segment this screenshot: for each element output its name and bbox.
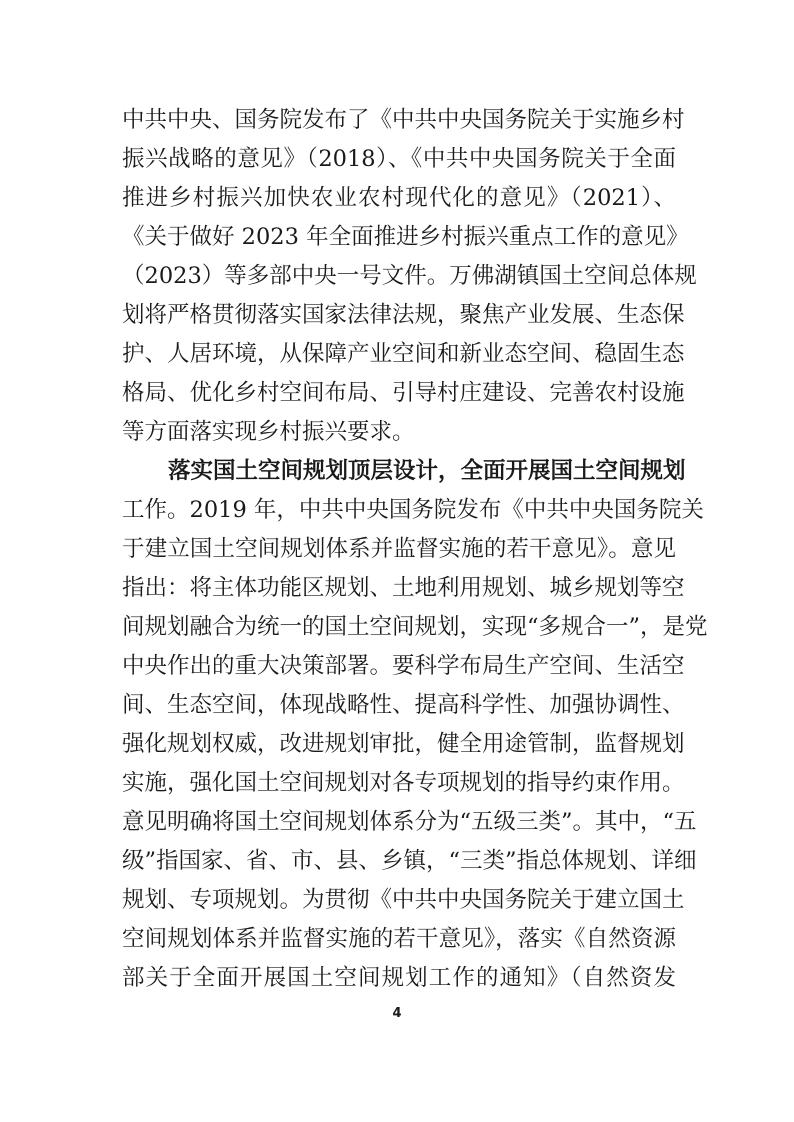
text-line: 中共中央、国务院发布了《中共中央国务院关于实施乡村	[122, 107, 685, 133]
text-line: 空间规划体系并监督实施的若干意见》，落实《自然资源	[122, 926, 676, 952]
text-line: 工作。2019 年，中共中央国务院发布《中共中央国务院关	[122, 497, 704, 523]
text-line: 意见明确将国土空间规划体系分为“五级三类”。其中，“五	[122, 809, 697, 835]
text-line: 《关于做好 2023 年全面推进乡村振兴重点工作的意见》	[122, 224, 689, 250]
text-line: 间规划融合为统一的国土空间规划，实现“多规合一”，是党	[122, 614, 708, 640]
page-number: 4	[392, 1006, 402, 1021]
text-line: 部关于全面开展国土空间规划工作的通知》（自然资发	[122, 965, 676, 991]
text-line: 推进乡村振兴加快农业农村现代化的意见》（2021）、	[122, 185, 676, 211]
text-line: 等方面落实现乡村振兴要求。	[122, 419, 415, 445]
text-line: 划将严格贯彻落实国家法律法规，聚焦产业发展、生态保	[122, 302, 685, 328]
text-line: 护、人居环境，从保障产业空间和新业态空间、稳固生态	[122, 341, 685, 367]
text-line: 指出：将主体功能区规划、土地利用规划、城乡规划等空	[122, 575, 685, 601]
section-heading-line: 落实国土空间规划顶层设计，全面开展国土空间规划	[168, 458, 686, 484]
text-line: 格局、优化乡村空间布局、引导村庄建设、完善农村设施	[122, 380, 685, 406]
text-line: 规划、专项规划。为贯彻《中共中央国务院关于建立国土	[122, 887, 685, 913]
text-line: 间、生态空间，体现战略性、提高科学性、加强协调性、	[122, 692, 685, 718]
text-line: 振兴战略的意见》（2018）、《中共中央国务院关于全面	[122, 146, 676, 172]
text-line: 强化规划权威，改进规划审批，健全用途管制，监督规划	[122, 731, 685, 757]
text-line: （2023）等多部中央一号文件。万佛湖镇国土空间总体规	[122, 263, 697, 289]
text-line: 级”指国家、省、市、县、乡镇，“三类”指总体规划、详细	[122, 848, 697, 874]
text-line: 实施，强化国土空间规划对各专项规划的指导约束作用。	[122, 770, 685, 796]
text-line: 中央作出的重大决策部署。要科学布局生产空间、生活空	[122, 653, 685, 679]
text-line: 于建立国土空间规划体系并监督实施的若干意见》。意见	[122, 536, 676, 562]
